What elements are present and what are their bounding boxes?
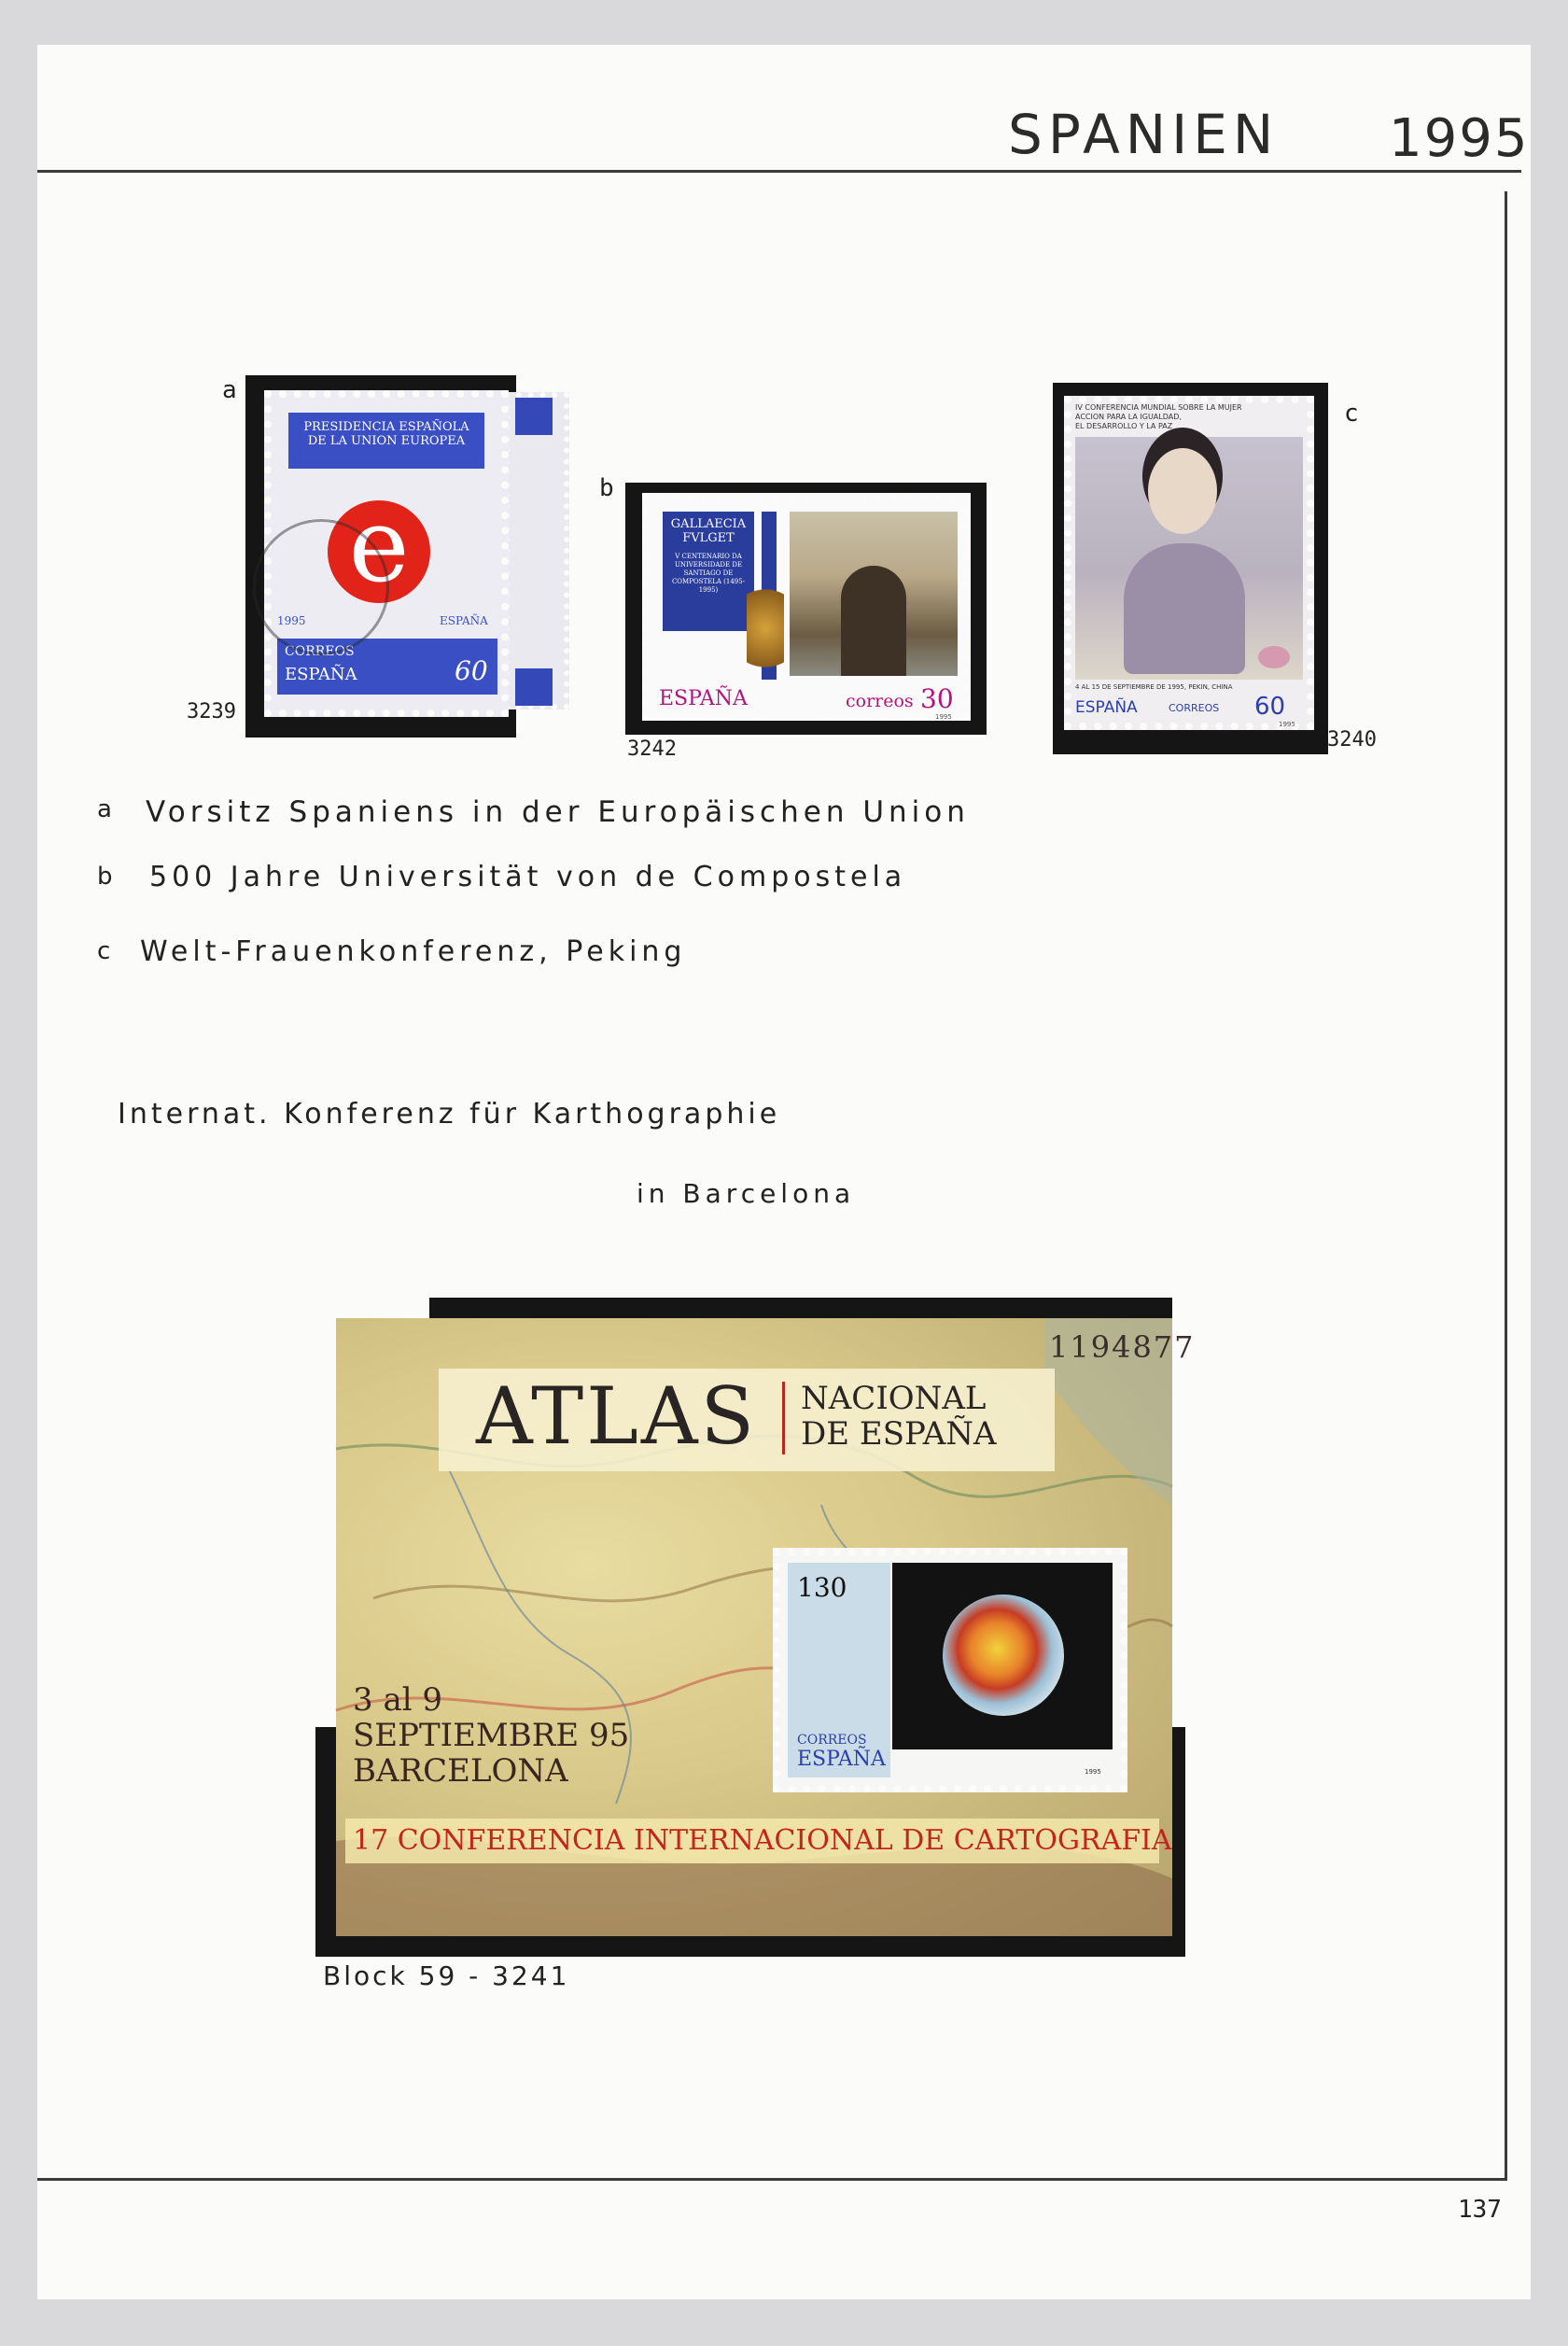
stamp-b-value: 30	[920, 683, 954, 714]
souvenir-block	[336, 1318, 1196, 1936]
stamp-c-text-3: EL DESARROLLO Y LA PAZ	[1075, 422, 1173, 430]
description-letter-c: c	[97, 937, 116, 965]
earth-globe	[943, 1594, 1064, 1716]
block-stamp-year: 1995	[1085, 1768, 1101, 1776]
stamp-a-text-1: PRESIDENCIA ESPAÑOLA	[303, 420, 469, 434]
stamp-b-correos: correos	[846, 691, 914, 711]
stamp-number-3239: 3239	[187, 700, 236, 723]
block-nacional: NACIONAL	[801, 1380, 987, 1417]
stamp-a-correos: CORREOS	[285, 644, 355, 659]
page-number: 137	[1458, 2196, 1502, 2224]
block-inner-stamp	[773, 1548, 1127, 1792]
stamp-letter-c: c	[1344, 400, 1359, 428]
stamp-b-title-1: GALLAECIA	[670, 517, 747, 531]
postmark	[253, 519, 389, 655]
block-dates-3: BARCELONA	[353, 1752, 568, 1790]
description-b: 500 Jahre Universität von de Compostela	[149, 861, 907, 893]
stamp-b-year: 1995	[935, 713, 952, 721]
block-dates-2: SEPTIEMBRE 95	[353, 1717, 630, 1754]
stamp-a-espana: ESPAÑA	[285, 665, 357, 684]
stamp-c-bottom-text: 4 AL 15 DE SEPTIEMBRE DE 1995, PEKIN, CHINA	[1075, 683, 1233, 691]
stamp-c-value: 60	[1254, 693, 1286, 721]
stamp-a-glyph: e	[328, 500, 430, 603]
description-letter-b: b	[97, 863, 118, 891]
stamp-a	[264, 390, 509, 717]
stamp-b-country: ESPAÑA	[659, 687, 748, 710]
stamp-b	[642, 493, 971, 721]
year-title: 1995	[1389, 108, 1530, 169]
stamp-a-year: 1995	[277, 614, 306, 627]
description-letter-a: a	[97, 795, 117, 823]
block-stamp-correos: CORREOS	[797, 1733, 867, 1748]
block-de-espana: DE ESPAÑA	[801, 1415, 997, 1453]
stamp-c-text-2: ACCION PARA LA IGUALDAD,	[1075, 413, 1182, 421]
block-atlas: ATLAS	[476, 1370, 758, 1462]
stamp-b-subtitle: V CENTENARIO DA UNIVERSIDADE DE SANTIAGO DE COMPOSTELA (1495-1995)	[671, 553, 746, 594]
block-banner: 17 CONFERENCIA INTERNACIONAL DE CARTOGRAFIA	[353, 1824, 1172, 1857]
description-a: Vorsitz Spaniens in der Europäischen Union	[146, 795, 970, 829]
stamp-a-second-copy	[504, 392, 569, 709]
heading-line-2: in Barcelona	[637, 1178, 856, 1209]
stamp-c-correos: CORREOS	[1169, 702, 1220, 714]
block-serial-number: 1194877	[1049, 1329, 1196, 1365]
stamp-c-text-1: IV CONFERENCIA MUNDIAL SOBRE LA MUJER	[1075, 403, 1242, 412]
stamp-number-3242: 3242	[627, 738, 677, 761]
stamp-c	[1064, 396, 1314, 730]
stamp-number-3240: 3240	[1327, 728, 1377, 752]
bottom-rule	[37, 2178, 1507, 2181]
block-stamp-espana: ESPAÑA	[797, 1748, 886, 1771]
block-dates-1: 3 al 9	[353, 1681, 443, 1719]
stamp-c-year: 1995	[1279, 721, 1295, 728]
description-c: Welt-Frauenkonferenz, Peking	[140, 935, 687, 968]
stamp-letter-b: b	[599, 474, 614, 502]
heading-line-1: Internat. Konferenz für Karthographie	[118, 1098, 781, 1131]
right-border	[1505, 191, 1507, 2180]
stamp-a-country: ESPAÑA	[440, 614, 488, 627]
top-rule	[37, 170, 1521, 173]
country-title: SPANIEN	[1008, 103, 1280, 166]
stamp-a-value: 60	[455, 655, 488, 686]
block-stamp-value: 130	[797, 1572, 847, 1603]
stamp-a-text-2: DE LA UNION EUROPEA	[307, 434, 466, 448]
stamp-b-title-2: FVLGET	[682, 531, 735, 545]
stamp-letter-a: a	[222, 376, 237, 404]
block-label: Block 59 - 3241	[323, 1960, 570, 1991]
stamp-c-country: ESPAÑA	[1075, 698, 1138, 717]
